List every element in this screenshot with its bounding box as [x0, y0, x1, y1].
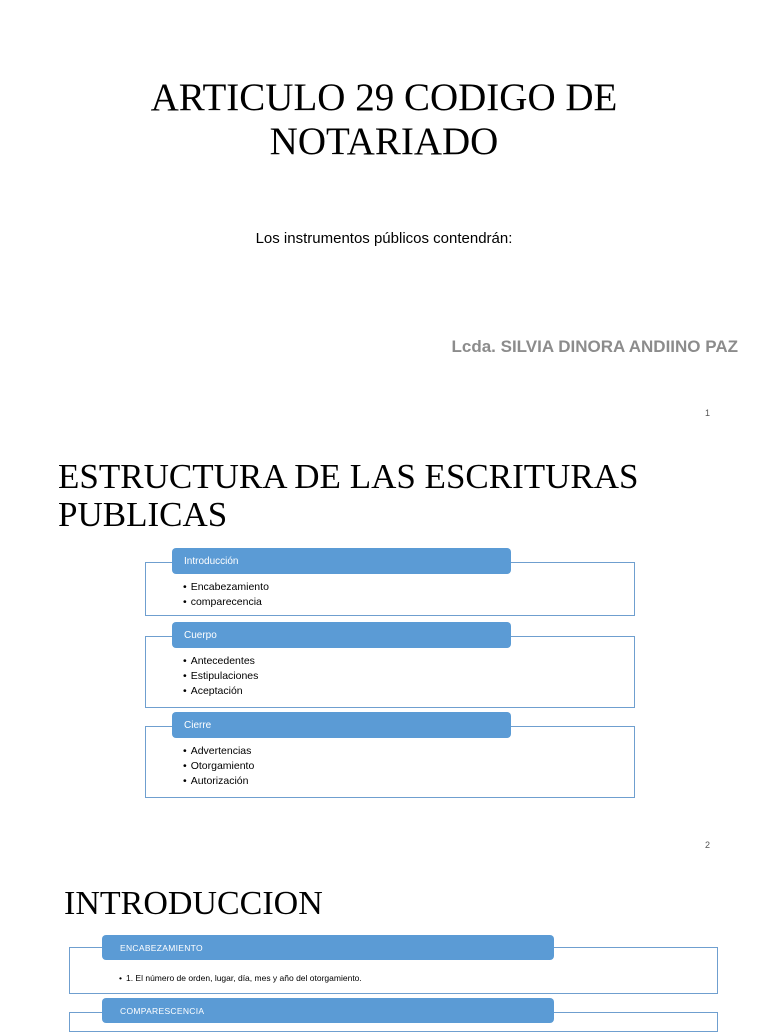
- list-item: • Encabezamiento: [183, 580, 269, 595]
- slide-1: [0, 0, 768, 432]
- structure-group-header: Introducción: [172, 548, 511, 574]
- intro-group-encabezamiento: [69, 935, 718, 997]
- list-item: • comparecencia: [183, 595, 269, 610]
- intro-group-header: COMPARESCENCIA: [102, 998, 554, 1023]
- structure-group-items: [183, 744, 254, 789]
- intro-group-header: ENCABEZAMIENTO: [102, 935, 554, 960]
- list-item: • Autorización: [183, 774, 254, 789]
- structure-group-cierre: [145, 712, 635, 800]
- structure-group-header: Cuerpo: [172, 622, 511, 648]
- slide-1-page-number: 1: [704, 408, 710, 418]
- structure-group-header: Cierre: [172, 712, 511, 738]
- slide-2: [0, 432, 768, 864]
- slide-2-title-line-2: PUBLICAS: [58, 495, 228, 534]
- slide-2-title-line-1: ESTRUCTURA DE LAS ESCRITURAS: [58, 457, 639, 496]
- list-item: • Otorgamiento: [183, 759, 254, 774]
- list-item: • Antecedentes: [183, 654, 258, 669]
- slide-3-title: INTRODUCCION: [64, 885, 323, 922]
- list-item: • Aceptación: [183, 684, 258, 699]
- structure-group-introduccion: [145, 548, 635, 618]
- slide-3: [0, 864, 768, 1024]
- list-item: • Advertencias: [183, 744, 254, 759]
- structure-group-items: [183, 654, 258, 699]
- slide-1-author: Lcda. SILVIA DINORA ANDIINO PAZ: [451, 337, 738, 356]
- slide-2-page-number: 2: [704, 840, 710, 850]
- structure-group-cuerpo: [145, 622, 635, 710]
- intro-group-items: [119, 971, 362, 986]
- structure-group-items: [183, 580, 269, 610]
- slide-2-title: [58, 458, 639, 534]
- slide-1-subtitle: Los instrumentos públicos contendrán:: [255, 230, 513, 247]
- slide-1-title: [0, 76, 768, 164]
- slide-1-title-line-2: NOTARIADO: [269, 120, 499, 163]
- list-item: • Estipulaciones: [183, 669, 258, 684]
- list-item: • 1. El número de orden, lugar, día, mes y año del otorgamiento.: [119, 971, 362, 986]
- slide-1-title-line-1: ARTICULO 29 CODIGO DE: [150, 76, 618, 119]
